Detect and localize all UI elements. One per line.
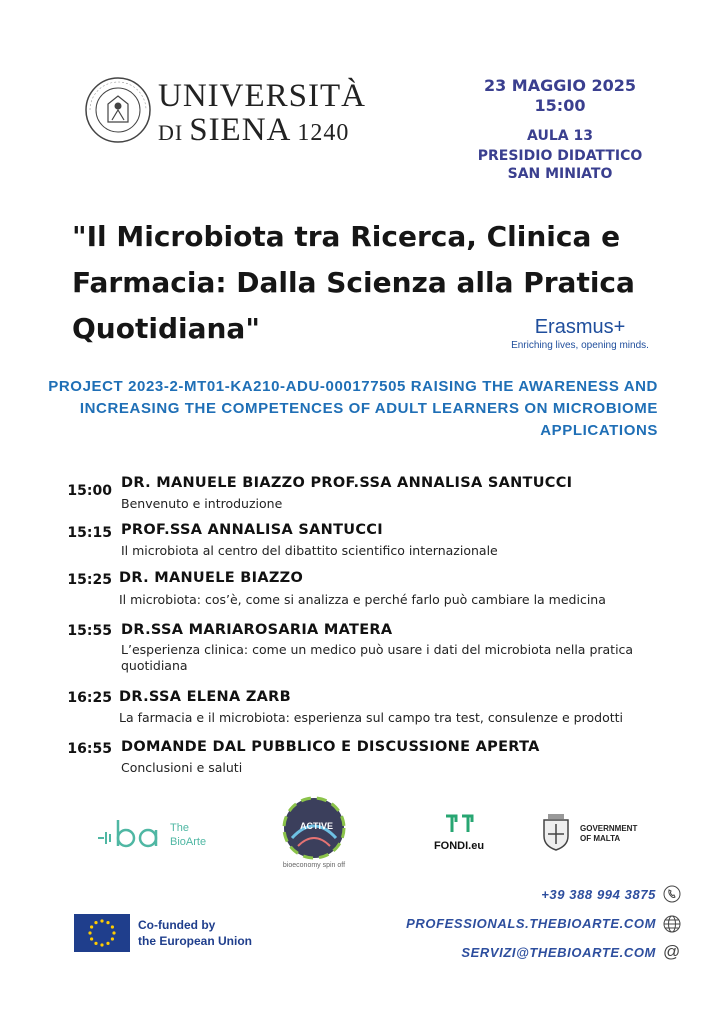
bioarte-mark-icon: [96, 816, 168, 856]
agenda-speaker: DR. MANUELE BIAZZO: [119, 570, 304, 586]
bioarte-logo: [96, 816, 216, 856]
university-seal-icon: [84, 76, 152, 144]
agenda-description: Il microbiota al centro del dibattito scientifico internazionale: [121, 543, 498, 558]
event-venue: PRESIDIO DIDATTICO: [477, 148, 643, 164]
active-label: ACTIVE: [300, 821, 334, 831]
agenda-time: 15:25: [67, 572, 112, 588]
malta-text: GOVERNMENT: [580, 824, 638, 833]
university-name-di: DI: [158, 120, 184, 145]
event-room: AULA 13: [527, 128, 593, 144]
agenda-speaker: DR.SSA ELENA ZARB: [119, 689, 291, 705]
project-line: APPLICATIONS: [540, 422, 658, 439]
agenda-speaker: DR. MANUELE BIAZZO PROF.SSA ANNALISA SANTUCCI: [121, 475, 573, 491]
contact-email[interactable]: SERVIZI@THEBIOARTE.COM: [461, 945, 656, 960]
fondi-logo: [424, 812, 494, 858]
malta-crest-icon: [538, 812, 574, 852]
agenda-description: L’esperienza clinica: come un medico può usare i dati del microbiota nella pratica quotidiana: [121, 642, 634, 673]
phone-icon: [663, 885, 681, 903]
fondi-mark-icon: [442, 812, 476, 836]
contact-website[interactable]: PROFESSIONALS.THEBIOARTE.COM: [406, 916, 656, 931]
agenda-description: Benvenuto e introduzione: [121, 496, 283, 511]
project-line: PROJECT 2023-2-MT01-KA210-ADU-000177505 RAISING THE AWARENESS AND: [48, 378, 658, 395]
university-name-siena: SIENA: [189, 112, 292, 148]
eu-flag-icon: [74, 914, 130, 952]
at-icon: @: [663, 942, 681, 961]
university-name-line2: [158, 112, 349, 149]
agenda-speaker: DOMANDE DAL PUBBLICO E DISCUSSIONE APERTA: [121, 739, 540, 755]
university-name: UNIVERSITÀ: [158, 78, 366, 114]
active-caption: bioeconomy spin off: [282, 862, 346, 869]
erasmus-name: Erasmus+: [534, 316, 626, 338]
event-time: 15:00: [534, 96, 586, 115]
agenda-time: 15:55: [67, 623, 112, 639]
university-year: 1240: [297, 120, 350, 146]
eu-cofunded-text: Co-funded by: [138, 918, 216, 932]
project-line: INCREASING THE COMPETENCES OF ADULT LEARNERS ON MICROBIOME: [79, 400, 658, 417]
event-venue-city: SAN MINIATO: [507, 166, 613, 182]
event-date: 23 MAGGIO 2025: [483, 76, 637, 95]
active-logo: [278, 796, 350, 874]
malta-government-logo: [538, 812, 648, 854]
eu-cofunded-text: the European Union: [138, 934, 252, 948]
agenda-description: La farmacia e il microbiota: esperienza sul campo tra test, consulenze e prodotti: [119, 710, 623, 725]
event-title: "Il Microbiota tra Ricerca, Clinica e Farmacia: Dalla Scienza alla Pratica Quotidiana": [72, 220, 635, 345]
fondi-label: FONDI.eu: [433, 840, 485, 852]
agenda-speaker: PROF.SSA ANNALISA SANTUCCI: [121, 522, 383, 538]
agenda-time: 16:25: [67, 690, 112, 706]
erasmus-tagline: Enriching lives, opening minds.: [511, 340, 649, 351]
bioarte-word: BioArte: [170, 836, 207, 848]
agenda-description: Il microbiota: cos’è, come si analizza e perché farlo può cambiare la medicina: [119, 592, 606, 607]
agenda-time: 15:15: [67, 525, 112, 541]
agenda-time: 16:55: [67, 741, 112, 757]
agenda-time: 15:00: [67, 483, 112, 499]
erasmus-logo: [480, 316, 680, 351]
malta-text: OF MALTA: [580, 834, 621, 843]
agenda-speaker: DR.SSA MARIAROSARIA MATERA: [121, 622, 393, 638]
contact-phone[interactable]: +39 388 994 3875: [541, 887, 656, 902]
project-description: [30, 376, 658, 442]
globe-icon: [663, 915, 681, 933]
agenda-description: Conclusioni e saluti: [121, 760, 243, 775]
bioarte-word: The: [170, 822, 189, 834]
